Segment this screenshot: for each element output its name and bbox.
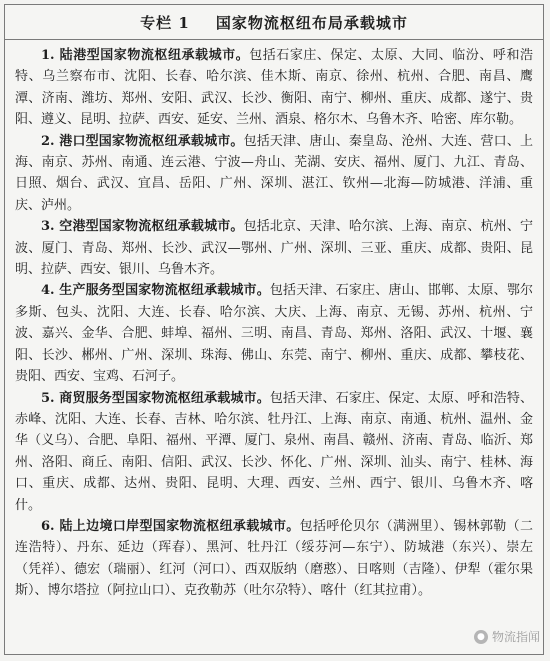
section-text: 包括天津、石家庄、保定、太原、呼和浩特、赤峰、沈阳、大连、长春、吉林、哈尔滨、牡丹江、上海、南京、南通、杭州、温州、金华（义乌）、合肥、阜阳、福州、平潭、厦门、泉州、南昌、赣州、济南、青岛、临沂、郑州、洛阳、商丘、南阳、信阳、武汉、长沙、怀化、广州、深圳、汕头、南宁、桂林、海口、重庆、成都、达州、贵阳、昆明、大理、西安、兰州、西宁、银川、乌鲁木齐、喀什。 (15, 390, 533, 513)
section-text: 包括石家庄、保定、太原、大同、临汾、呼和浩特、乌兰察布市、沈阳、长春、哈尔滨、佳木斯、南京、徐州、杭州、合肥、南昌、鹰潭、济南、潍坊、郑州、安阳、武汉、长沙、衡阳、南宁、柳州、重庆、成都、遂宁、贵阳、遵义、昆明、拉萨、西安、延安、兰州、酒泉、格尔木、乌鲁木齐、哈密、库尔勒。 (15, 48, 533, 128)
section-seaport (15, 131, 533, 217)
section-heading: 1. 陆港型国家物流枢纽承载城市。 (41, 48, 250, 63)
section-heading: 3. 空港型国家物流枢纽承载城市。 (41, 219, 244, 235)
column-body (5, 40, 543, 602)
section-heading: 4. 生产服务型国家物流枢纽承载城市。 (41, 283, 270, 299)
section-heading: 5. 商贸服务型国家物流枢纽承载城市。 (41, 390, 270, 406)
section-text: 包括北京、天津、哈尔滨、上海、南京、杭州、宁波、厦门、青岛、郑州、长沙、武汉—鄂州、广州、深圳、三亚、重庆、成都、贵阳、昆明、拉萨、西安、银川、乌鲁木齐。 (15, 219, 533, 278)
column-header (5, 5, 543, 40)
column-number: 专栏 1 (140, 13, 190, 32)
section-airport (15, 216, 533, 280)
section-production-service (15, 280, 533, 387)
column-title: 国家物流枢纽布局承载城市 (215, 13, 408, 32)
section-text: 包括天津、唐山、秦皇岛、沧州、大连、营口、上海、南京、苏州、南通、连云港、宁波—舟山、芜湖、安庆、福州、厦门、九江、青岛、日照、烟台、武汉、宜昌、岳阳、广州、深圳、湛江、钦州—北海—防城港、洋浦、重庆、泸州。 (15, 133, 533, 213)
section-text: 包括呼伦贝尔（满洲里）、锡林郭勒（二连浩特）、丹东、延边（珲春）、黑河、牡丹江（绥芬河—东宁）、防城港（东兴）、崇左（凭祥）、德宏（瑞丽）、红河（河口）、西双版纳（磨憨）、日喀则（吉隆）、伊犁（霍尔果斯）、博尔塔拉（阿拉山口）、克孜勒苏（吐尔尕特）、喀什（红其拉甫）。 (15, 518, 533, 599)
section-heading: 2. 港口型国家物流枢纽承载城市。 (41, 133, 244, 149)
watermark (474, 628, 540, 645)
section-trade-service (15, 388, 533, 516)
section-heading: 6. 陆上边境口岸型国家物流枢纽承载城市。 (41, 518, 300, 534)
wechat-icon: ● (474, 630, 488, 644)
section-border-port (15, 516, 533, 602)
section-text: 包括天津、石家庄、唐山、邯郸、太原、鄂尔多斯、包头、沈阳、大连、长春、哈尔滨、大庆、上海、南京、无锡、苏州、杭州、宁波、嘉兴、金华、合肥、蚌埠、福州、三明、南昌、青岛、郑州、洛阳、武汉、十堰、襄阳、长沙、郴州、广州、深圳、珠海、佛山、东莞、南宁、柳州、重庆、成都、攀枝花、贵阳、西安、宝鸡、石河子。 (15, 283, 533, 385)
watermark-text: 物流指闻 (491, 630, 540, 644)
section-land-port (15, 45, 533, 131)
column-box (4, 4, 544, 655)
